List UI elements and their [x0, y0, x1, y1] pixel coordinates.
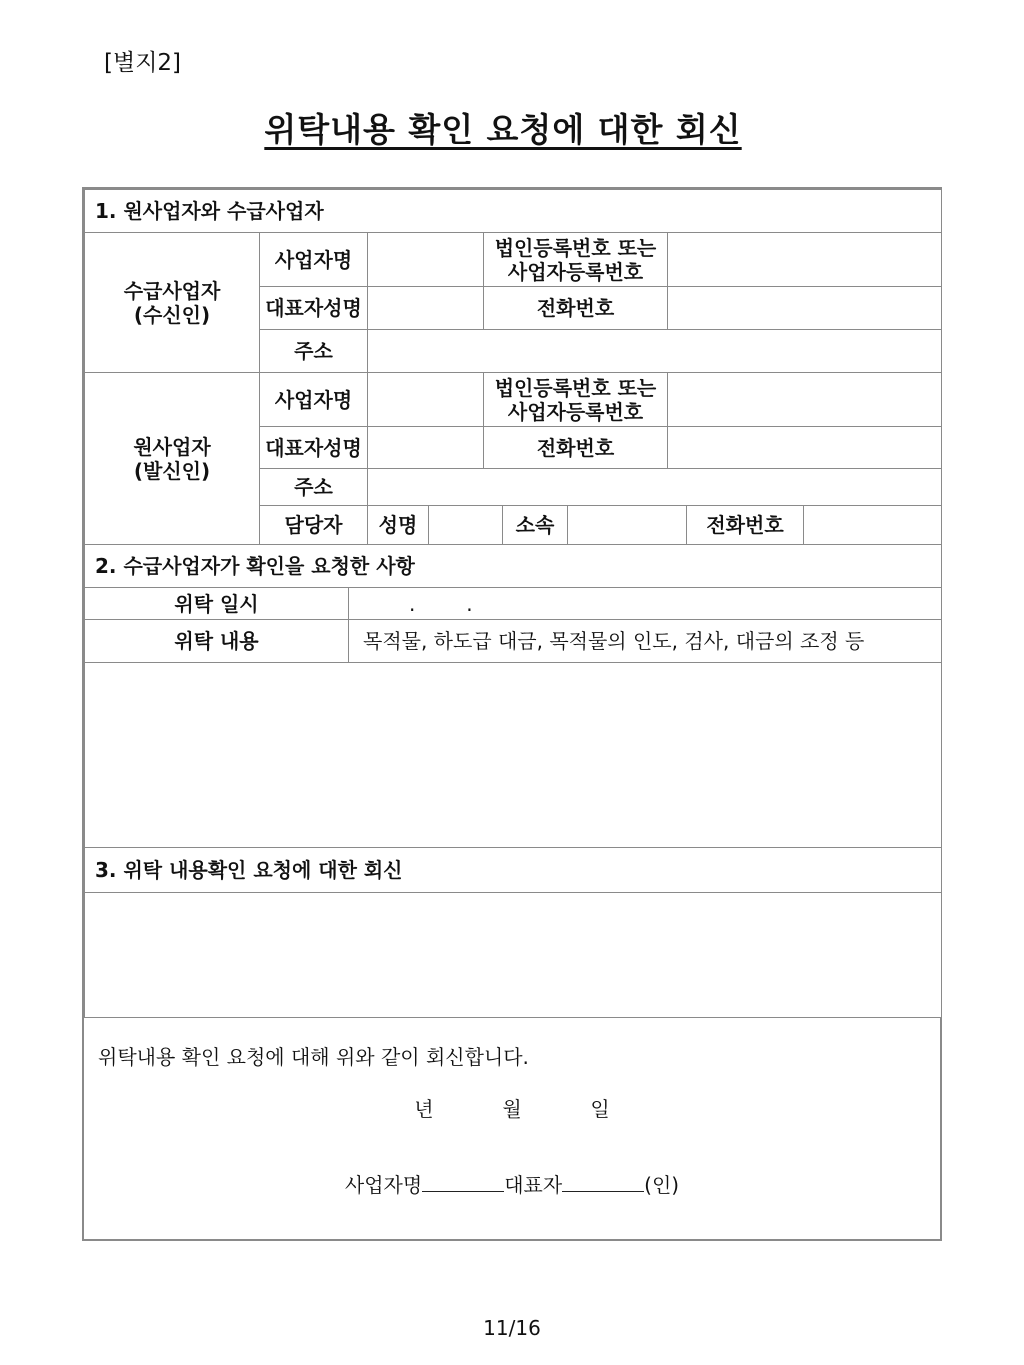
signature-business-name-blank[interactable]: [422, 1173, 504, 1192]
entrustment-content-label: 위탁 내용: [84, 619, 349, 663]
receiver-phone-field[interactable]: [667, 286, 942, 330]
day-label: 일: [590, 1097, 610, 1121]
month-label: 월: [502, 1097, 522, 1121]
sender-address-field[interactable]: [367, 468, 942, 506]
receiver-label-line2: (수신인): [133, 302, 211, 327]
receiver-representative-field[interactable]: [367, 286, 484, 330]
receiver-label-line1: 수급사업자: [123, 278, 221, 303]
receiver-business-name-field[interactable]: [367, 232, 484, 287]
sender-representative-label: 대표자성명: [259, 426, 368, 469]
contact-name-field[interactable]: [428, 505, 503, 545]
entrustment-content-field[interactable]: 목적물, 하도급 대금, 목적물의 인도, 검사, 대금의 조정 등: [348, 619, 942, 663]
annex-label: [별지2]: [104, 50, 182, 76]
section2-heading: 2. 수급사업자가 확인을 요청한 사항: [84, 544, 942, 588]
contact-phone-field[interactable]: [803, 505, 942, 545]
sender-label-line2: (발신인): [133, 458, 211, 483]
receiver-phone-label: 전화번호: [483, 286, 668, 330]
signature-business-name-label: 사업자명: [344, 1173, 423, 1197]
sender-phone-field[interactable]: [667, 426, 942, 469]
sender-contact-label: 담당자: [259, 505, 368, 545]
entrustment-date-field[interactable]: . .: [348, 587, 942, 620]
section3-heading: 3. 위탁 내용확인 요청에 대한 회신: [84, 847, 942, 893]
declaration-date: [84, 1093, 940, 1122]
signature-representative-blank[interactable]: [562, 1173, 644, 1192]
contact-affiliation-field[interactable]: [567, 505, 687, 545]
sender-business-name-field[interactable]: [367, 372, 484, 427]
receiver-representative-label: 대표자성명: [259, 286, 368, 330]
reply-content-area[interactable]: [84, 892, 942, 1018]
receiver-address-field[interactable]: [367, 329, 942, 373]
signature-line: [84, 1169, 940, 1198]
receiver-reg-no-line2: 사업자등록번호: [507, 259, 644, 284]
receiver-label: [84, 232, 260, 373]
receiver-business-name-label: 사업자명: [259, 232, 368, 287]
sender-reg-no-field[interactable]: [667, 372, 942, 427]
receiver-reg-no-line1: 법인등록번호 또는: [494, 235, 657, 260]
sender-representative-field[interactable]: [367, 426, 484, 469]
request-details-area[interactable]: [84, 662, 942, 848]
sender-business-name-label: 사업자명: [259, 372, 368, 427]
receiver-reg-no-label: [483, 232, 668, 287]
receiver-reg-no-field[interactable]: [667, 232, 942, 287]
section1-heading: 1. 원사업자와 수급사업자: [84, 189, 942, 233]
reply-form: [82, 187, 942, 1241]
sender-address-label: 주소: [259, 468, 368, 506]
sender-label-line1: 원사업자: [133, 434, 211, 459]
sender-reg-no-line1: 법인등록번호 또는: [494, 375, 657, 400]
sender-phone-label: 전화번호: [483, 426, 668, 469]
page-title: 위탁내용 확인 요청에 대한 회신: [264, 110, 742, 149]
seal-label: (인): [644, 1173, 680, 1197]
page-number: 11/16: [483, 1316, 541, 1340]
receiver-address-label: 주소: [259, 329, 368, 373]
year-label: 년: [414, 1097, 434, 1121]
contact-affiliation-label: 소속: [502, 505, 568, 545]
sender-label: [84, 372, 260, 545]
sender-reg-no-line2: 사업자등록번호: [507, 399, 644, 424]
declaration-text: 위탁내용 확인 요청에 대해 위와 같이 회신합니다.: [98, 1045, 529, 1069]
contact-name-label: 성명: [367, 505, 429, 545]
sender-reg-no-label: [483, 372, 668, 427]
entrustment-date-label: 위탁 일시: [84, 587, 349, 620]
signature-representative-label: 대표자: [504, 1173, 563, 1197]
contact-phone-label: 전화번호: [686, 505, 804, 545]
